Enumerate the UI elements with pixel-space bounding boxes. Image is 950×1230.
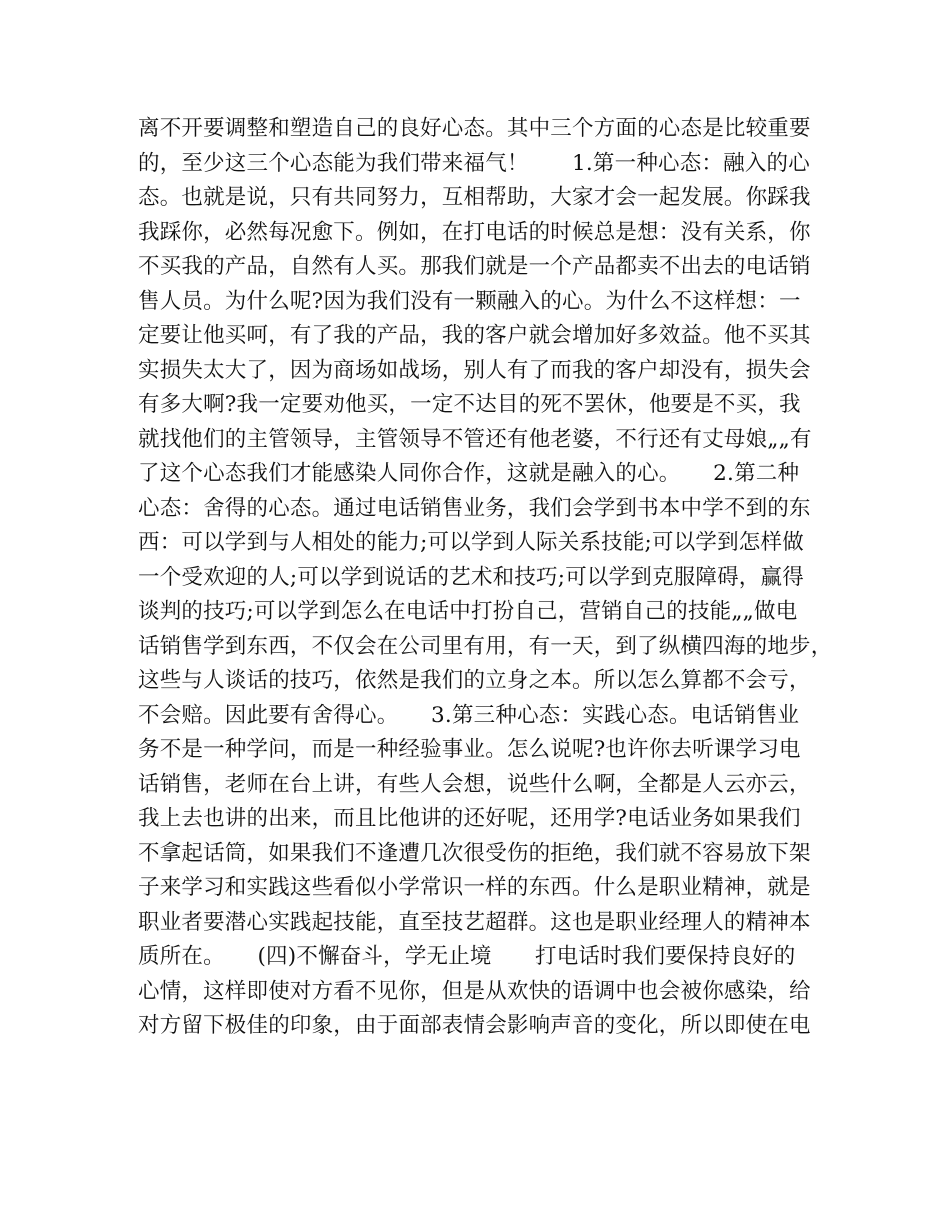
text-line-13: 西：可以学到与人相处的能力;可以学到人际关系技能;可以学到怎样做 bbox=[138, 530, 804, 555]
text-line-12: 心态：舍得的心态。通过电话销售业务，我们会学到书本中学不到的东 bbox=[138, 495, 811, 521]
text-line-9: 有多大啊?我一定要劝他买，一定不达目的死不罢休，他要是不买，我 bbox=[138, 392, 801, 417]
text-line-10: 就找他们的主管领导，主管领导不管还有他老婆，不行还有丈母娘„„有 bbox=[138, 426, 812, 452]
text-line-24: 职业者要潜心实践起技能，直至技艺超群。这也是职业经理人的精神本 bbox=[138, 909, 811, 935]
text-line-5: 不买我的产品，自然有人买。那我们就是一个产品都卖不出去的电话销 bbox=[138, 254, 811, 279]
text-line-8: 实损失太大了，因为商场如战场，别人有了而我的客户却没有，损失会 bbox=[138, 357, 811, 383]
text-line-2: 的，至少这三个心态能为我们带来福气！ 1.第一种心态：融入的心 bbox=[138, 150, 810, 176]
text-line-11: 了这个心态我们才能感染人同你合作，这就是融入的心。 2.第二种 bbox=[138, 461, 800, 486]
text-line-23: 子来学习和实践这些看似小学常识一样的东西。什么是职业精神，就是 bbox=[138, 875, 811, 900]
text-line-21: 我上去也讲的出来，而且比他讲的还好呢，还用学?电话业务如果我们 bbox=[138, 806, 801, 831]
text-line-7: 定要让他买呵，有了我的产品，我的客户就会增加好多效益。他不买其 bbox=[138, 323, 811, 348]
text-line-17: 这些与人谈话的技巧，依然是我们的立身之本。所以怎么算都不会亏， bbox=[138, 668, 811, 693]
text-line-25: 质所在。 (四)不懈奋斗，学无止境 打电话时我们要保持良好的 bbox=[138, 944, 796, 969]
text-line-27: 对方留下极佳的印象，由于面部表情会影响声音的变化，所以即使在电 bbox=[138, 1013, 811, 1038]
body-text bbox=[138, 112, 833, 1044]
text-line-14: 一个受欢迎的人;可以学到说话的艺术和技巧;可以学到克服障碍，赢得 bbox=[138, 564, 804, 590]
text-line-26: 心情，这样即使对方看不见你，但是从欢快的语调中也会被你感染，给 bbox=[138, 978, 811, 1004]
text-line-3: 态。也就是说，只有共同努力，互相帮助，大家才会一起发展。你踩我 bbox=[138, 185, 811, 210]
text-line-22: 不拿起话筒，如果我们不逢遭几次很受伤的拒绝，我们就不容易放下架 bbox=[138, 840, 811, 866]
text-line-4: 我踩你，必然每况愈下。例如，在打电话的时候总是想：没有关系，你 bbox=[138, 219, 811, 245]
text-line-15: 谈判的技巧;可以学到怎么在电话中打扮自己，营销自己的技能„„做电 bbox=[138, 599, 798, 624]
text-line-19: 务不是一种学问，而是一种经验事业。怎么说呢?也许你去听课学习电 bbox=[138, 737, 801, 762]
text-line-6: 售人员。为什么呢?因为我们没有一颗融入的心。为什么不这样想：一 bbox=[138, 288, 801, 314]
text-line-20: 话销售，老师在台上讲，有些人会想，说些什么啊，全都是人云亦云， bbox=[138, 771, 811, 797]
text-line-16: 话销售学到东西，不仅会在公司里有用，有一天，到了纵横四海的地步， bbox=[138, 633, 833, 659]
text-line-1: 离不开要调整和塑造自己的良好心态。其中三个方面的心态是比较重要 bbox=[138, 116, 811, 141]
text-line-18: 不会赔。因此要有舍得心。 3.第三种心态：实践心态。电话销售业 bbox=[138, 702, 800, 728]
